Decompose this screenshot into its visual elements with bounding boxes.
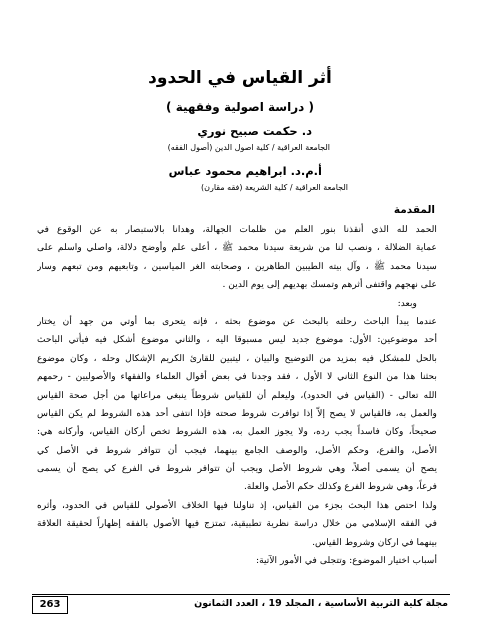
body-line: في الفقه الإسلامي من خلال دراسة نظرية تطبيقية، تمتزج فيها الأصول بالفقه إظهاراً لحقيقة العلاقة (37, 518, 437, 530)
body-line: وبعد: (397, 297, 417, 309)
author-2-affiliation: الجامعة العراقية / كلية الشريعة (فقه مقارن) (201, 183, 348, 192)
body-line: الأصل، والفرع، وحكم الأصل، والوصف الجامع بينهما، فيجب أن تتوافر شروط في الأصل كي (37, 444, 437, 456)
author-1-affiliation: الجامعة العراقية / كلية اصول الدين (أصول الفقه) (167, 143, 330, 152)
body-line: على نهجهم واقتفى أثرهم وتمسك بهديهم إلى يوم الدين . (222, 279, 437, 291)
body-line: أسباب اختيار الموضوع: وتتجلى في الأمور الآتية: (255, 555, 437, 567)
body-line: يصح أن يسمى أصلاً، وهي شروط الأصل ويجب أن تتوافر شروط في الفرع كي يصح أن يسمى (37, 463, 437, 475)
footer-divider (32, 594, 450, 595)
author-2-name: أ.م.د. ابراهيم محمود عباس (168, 164, 322, 178)
body-line: بالحل للمشكل فيه بمزيد من التوضيح والبيان ، ليتبين للقارئ الكريم الإشكال وحله ، وكان موضوع (37, 352, 437, 364)
body-line: عندما يبدأ الباحث رحلته بالبحث عن موضوع بحثه ، فإنه يتحرى بما أوتي من جهد أن يختار (37, 315, 437, 327)
author-1-name: د. حكمت صبيح نوري (197, 124, 312, 138)
body-line: فرعاً، وهي شروط الفرع وكذلك حكم الأصل والعلة. (243, 481, 437, 493)
page-number: 263 (32, 596, 68, 614)
body-line: والعمل به، فالقياس لا يصح إلاّ إذا توافرت شروط صحته فإذا انتفى أحد هذه الشروط لم يكن القياس (37, 407, 437, 419)
body-line: سيدنا محمد ﷺ ، وآل بيته الطيبين الطاهرين ، وصحابته الغر المياسين ، وتابعيهم ومن تبعهم وسار (37, 260, 437, 272)
body-text (37, 221, 437, 570)
body-line: بينهما في اركان وشروط القياس. (312, 536, 437, 548)
body-line: الحمد لله الذي أنقذنا بنور العلم من ظلمات الجهالة، وهدانا بالاستبصار به عن الوقوع في (37, 224, 437, 235)
section-heading: المقدمة (393, 204, 435, 216)
body-line: ولذا احتص هذا البحث بجزء من القياس، إذ تناولنا فيها الخلاف الأصولي للقياس في الحدود، وأثره (37, 499, 437, 511)
article-title: أثر القياس في الحدود (148, 68, 332, 88)
body-line: أحد موضوعين: الأول: موضوع جديد ليس مسبوقا اليه ، والثاني موضوع أشكل فيه فيأتي الباحث (37, 334, 437, 346)
footer-journal-info: مجلة كلية التربية الأساسية ، المجلد 19 ، العدد الثمانون (194, 598, 448, 609)
body-line: بحثنا هذا من النوع الثاني لا الأول ، فقد وجدنا في بعض أقوال العلماء والفقهاء والأصوليين - رحمهم (37, 371, 437, 383)
article-subtitle: ( دراسة اصولية وفقهية ) (166, 100, 314, 114)
body-line: صحيحاً، وكان فاسداً يجب رده، ولا يجوز العمل به، هذه الشروط تخص أركان القياس، وأركانه هي: (37, 426, 437, 438)
body-line: الله تعالى - (القياس في الحدود)، وليعلم أن للقياس شروطاً ينبغي مراعاتها من أجل صحة القياس (37, 389, 437, 401)
body-line: عماية الضلالة ، ونصب لنا من شريعة سيدنا محمد ﷺ ، أعلى علم وأوضح دلالة، واصلي واسلم على (37, 242, 437, 254)
